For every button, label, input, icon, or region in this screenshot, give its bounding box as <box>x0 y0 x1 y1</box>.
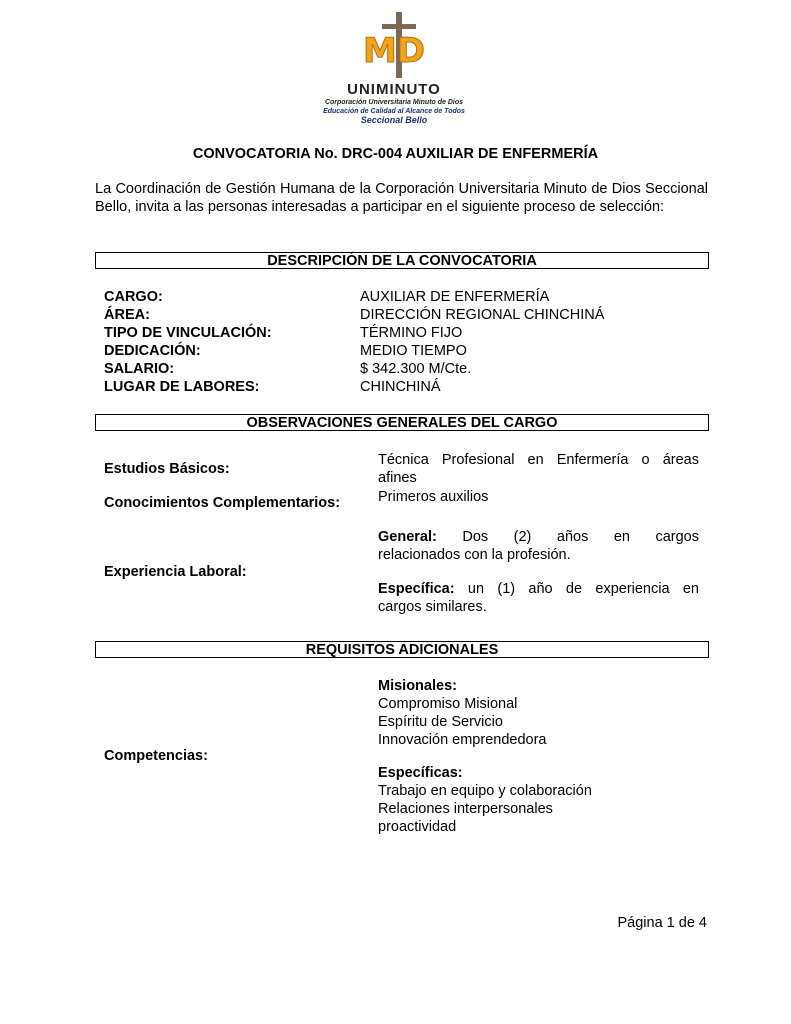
salario-label: SALARIO: <box>104 361 175 377</box>
cargo-label: CARGO: <box>104 289 163 305</box>
dedicacion-value: MEDIO TIEMPO <box>360 343 467 359</box>
uniminuto-logo <box>318 10 470 125</box>
cargo-value: AUXILIAR DE ENFERMERÍA <box>360 289 550 305</box>
area-label: ÁREA: <box>104 307 150 323</box>
misionales-list <box>378 677 546 749</box>
logo-line3: Seccional Bello <box>360 115 428 125</box>
logo-name: UNIMINUTO <box>347 81 441 98</box>
logo-line2: Educación de Calidad al Alcance de Todos <box>323 108 465 115</box>
especifica-item: Relaciones interpersonales <box>378 801 553 817</box>
page-number: Página 1 de 4 <box>617 915 707 931</box>
experiencia-general <box>378 528 699 564</box>
document-title: CONVOCATORIA No. DRC-004 AUXILIAR DE ENFERMERÍA <box>192 146 599 162</box>
salario-value: $ 342.300 M/Cte. <box>360 361 472 377</box>
experiencia-especifica <box>378 580 699 616</box>
logo-letters: MD <box>362 31 426 71</box>
misional-item: Compromiso Misional <box>378 696 518 712</box>
md-cross-emblem <box>318 10 470 82</box>
estudios-label: Estudios Básicos: <box>104 461 230 477</box>
dedicacion-label: DEDICACIÓN: <box>104 343 201 359</box>
general-line-2: relacionados con la profesión. <box>378 547 571 563</box>
misional-item: Espíritu de Servicio <box>378 714 503 730</box>
especifica-label: Específica: <box>378 581 455 597</box>
intro-paragraph: La Coordinación de Gestión Humana de la Corporación Universitaria Minuto de Dios Seccional Bello, invita a las personas interesadas a participar en el siguiente proceso de selección: <box>95 181 708 215</box>
misionales-label: Misionales: <box>378 678 457 694</box>
general-line-1: Dos (2) años en cargos <box>462 529 699 545</box>
vinculacion-label: TIPO DE VINCULACIÓN: <box>104 325 272 341</box>
lugar-label: LUGAR DE LABORES: <box>104 379 260 395</box>
especificas-list <box>378 764 592 836</box>
estudios-value <box>378 451 699 487</box>
estudios-line-2: afines <box>378 470 417 486</box>
misional-item: Innovación emprendedora <box>378 732 547 748</box>
section-heading-observaciones: OBSERVACIONES GENERALES DEL CARGO <box>95 414 709 431</box>
especifica-line-1: un (1) año de experiencia en <box>467 581 699 597</box>
especifica-line-2: cargos similares. <box>378 599 487 615</box>
competencias-label: Competencias: <box>104 748 208 764</box>
section-heading-descripcion: DESCRIPCIÓN DE LA CONVOCATORIA <box>95 252 709 269</box>
area-value: DIRECCIÓN REGIONAL CHINCHINÁ <box>360 307 605 323</box>
especifica-item: proactividad <box>378 819 457 835</box>
vinculacion-value: TÉRMINO FIJO <box>360 325 463 341</box>
estudios-line-1: Técnica Profesional en Enfermería o áreas <box>378 452 699 468</box>
experiencia-label: Experiencia Laboral: <box>104 564 247 580</box>
section-heading-requisitos: REQUISITOS ADICIONALES <box>95 641 709 658</box>
general-label: General: <box>378 529 437 545</box>
conocimientos-value: Primeros auxilios <box>378 489 489 505</box>
lugar-value: CHINCHINÁ <box>360 379 441 395</box>
conocimientos-label: Conocimientos Complementarios: <box>104 495 341 511</box>
especifica-item: Trabajo en equipo y colaboración <box>378 783 592 799</box>
logo-line1: Corporación Universitaria Minuto de Dios <box>324 99 464 106</box>
especificas-label: Específicas: <box>378 765 463 781</box>
